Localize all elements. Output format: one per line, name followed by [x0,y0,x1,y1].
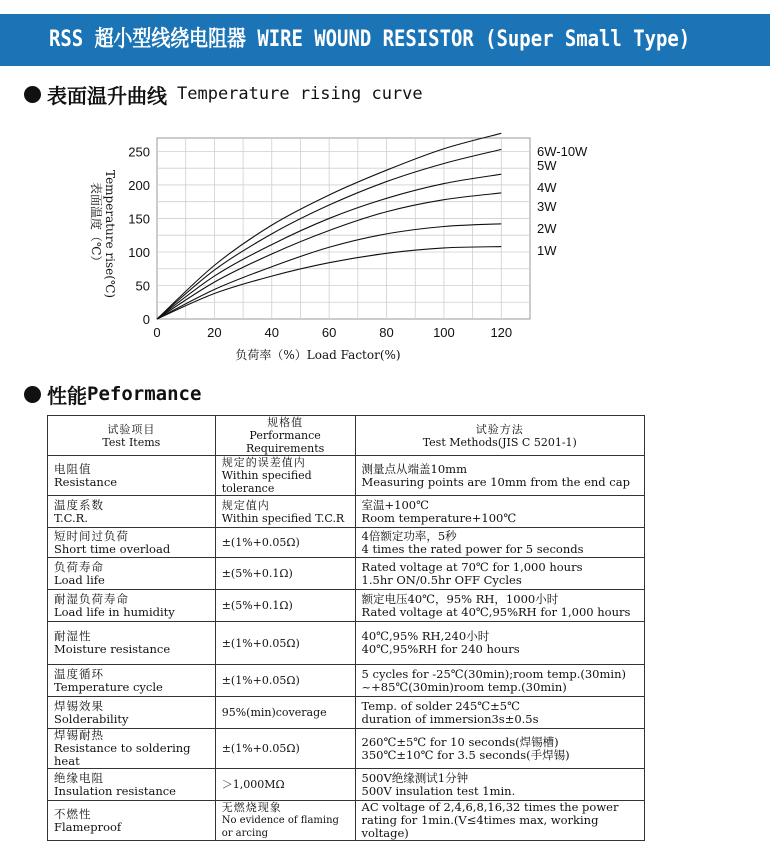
title-banner [0,14,770,66]
table-row [48,801,645,841]
table-row [48,697,645,729]
test-method-cell: 4倍额定功率，5秒 4 times the rated power for 5 seconds [355,528,644,558]
x-tick-label: 80 [379,325,394,340]
chart-grid [157,138,530,319]
y-axis-title-cn: 表面温度（℃） [89,182,103,268]
chart-title-cn: 表面温升曲线 [47,83,167,108]
test-item-cell: 不燃性 Flameproof [48,801,216,841]
test-method-cell: Temp. of solder 245℃±5℃ duration of immersion3s±0.5s [355,697,644,729]
requirement-cell: ±(5%+0.1Ω) [215,558,355,590]
test-item-cell: 焊锡耐热 Resistance to soldering heat [48,729,216,769]
y-tick-label: 200 [128,177,150,193]
table-row [48,622,645,665]
test-method-cell: 40℃,95% RH,240小时 40℃,95%RH for 240 hours [355,622,644,665]
test-method-cell: 260℃±5℃ for 10 seconds(焊锡槽) 350℃±10℃ for 3.5 seconds(手焊锡) [355,729,644,769]
y-tick-label: 150 [128,211,150,227]
y-axis-title-cn-group [89,182,104,267]
requirement-cell: 95%(min)coverage [215,697,355,729]
test-item-cell: 焊锡效果 Solderability [48,697,216,729]
test-method-cell: 500V绝缘测试1分钟 500V insulation test 1min. [355,769,644,801]
x-tick-label: 100 [433,325,455,340]
chart-section-heading [24,80,423,108]
performance-title-en: Peformance [87,383,202,405]
table-row [48,558,645,590]
series-label: 2W [537,221,557,236]
header-requirements: 规格值 Performance Requirements [215,416,355,456]
series-label: 4W [537,180,557,195]
requirement-cell: ±(1%+0.05Ω) [215,528,355,558]
header-test-methods: 试验方法 Test Methods(JIS C 5201-1) [355,416,644,456]
table-row [48,590,645,622]
table-row [48,456,645,496]
y-axis-title-en-group [103,170,117,298]
page-title: RSS 超小型线绕电阻器 WIRE WOUND RESISTOR (Super Small Type) [49,27,691,52]
x-axis-title: 负荷率（%）Load Factor(%) [235,348,401,362]
series-label: 5W [537,158,557,173]
test-item-cell: 温度循环 Temperature cycle [48,665,216,697]
test-method-cell: Rated voltage at 70℃ for 1,000 hours 1.5hr ON/0.5hr OFF Cycles [355,558,644,590]
y-axis-title-en: Temperature rise(℃) [103,170,117,299]
test-method-cell: 测量点从端盖10mm Measuring points are 10mm from the end cap [355,456,644,496]
table-row [48,528,645,558]
performance-table [47,415,645,841]
temperature-rising-chart [0,130,640,370]
x-tick-label: 0 [153,325,161,340]
test-method-cell: 室温+100℃ Room temperature+100℃ [355,496,644,528]
requirement-cell: 无燃烧现象 No evidence of flaming or arcing [215,801,355,841]
test-item-cell: 耐湿负荷寿命 Load life in humidity [48,590,216,622]
performance-title-cn: 性能 [47,383,87,408]
y-tick-label: 250 [128,144,150,160]
test-item-cell: 耐湿性 Moisture resistance [48,622,216,665]
requirement-cell: ＞1,000MΩ [215,769,355,801]
y-tick-label: 50 [135,278,150,294]
requirement-cell: ±(1%+0.05Ω) [215,622,355,665]
test-item-cell: 电阻值 Resistance [48,456,216,496]
plot-frame [157,138,530,319]
bullet-icon [24,386,41,403]
requirement-cell: 规定的误差值内 Within specified tolerance [215,456,355,496]
performance-section-heading [24,380,201,408]
chart-title-en: Temperature rising curve [177,84,423,104]
x-tick-label: 60 [321,325,337,340]
bullet-icon [24,86,41,103]
y-tick-labels [128,144,150,327]
header-test-items: 试验项目 Test Items [48,416,216,456]
table-header-row [48,416,645,456]
table-row [48,729,645,769]
y-tick-label: 0 [142,312,150,327]
requirement-cell: ±(1%+0.05Ω) [215,729,355,769]
series-label: 1W [537,243,557,258]
requirement-cell: ±(5%+0.1Ω) [215,590,355,622]
test-item-cell: 负荷寿命 Load life [48,558,216,590]
requirement-cell: 规定值内 Within specified T.C.R [215,496,355,528]
series-label: 6W-10W [537,144,588,159]
requirement-cell: ±(1%+0.05Ω) [215,665,355,697]
test-item-cell: 绝缘电阻 Insulation resistance [48,769,216,801]
x-tick-labels [153,325,512,340]
x-tick-label: 40 [264,325,280,340]
test-item-cell: 短时间过负荷 Short time overload [48,528,216,558]
test-method-cell: 5 cycles for -25℃(30min);room temp.(30min) ~+85℃(30min)room temp.(30min) [355,665,644,697]
x-tick-label: 20 [207,325,222,340]
test-method-cell: 额定电压40℃，95% RH，1000小时 Rated voltage at 40℃,95%RH for 1,000 hours [355,590,644,622]
series-label: 3W [537,199,557,214]
test-item-cell: 温度系数 T.C.R. [48,496,216,528]
y-tick-label: 100 [128,244,150,260]
table-row [48,769,645,801]
table-row [48,496,645,528]
test-method-cell: AC voltage of 2,4,6,8,16,32 times the power rating for 1min.(V≤4times max, working voltage) [355,801,644,841]
x-tick-label: 120 [490,325,513,340]
table-row [48,665,645,697]
series-labels [537,144,588,258]
